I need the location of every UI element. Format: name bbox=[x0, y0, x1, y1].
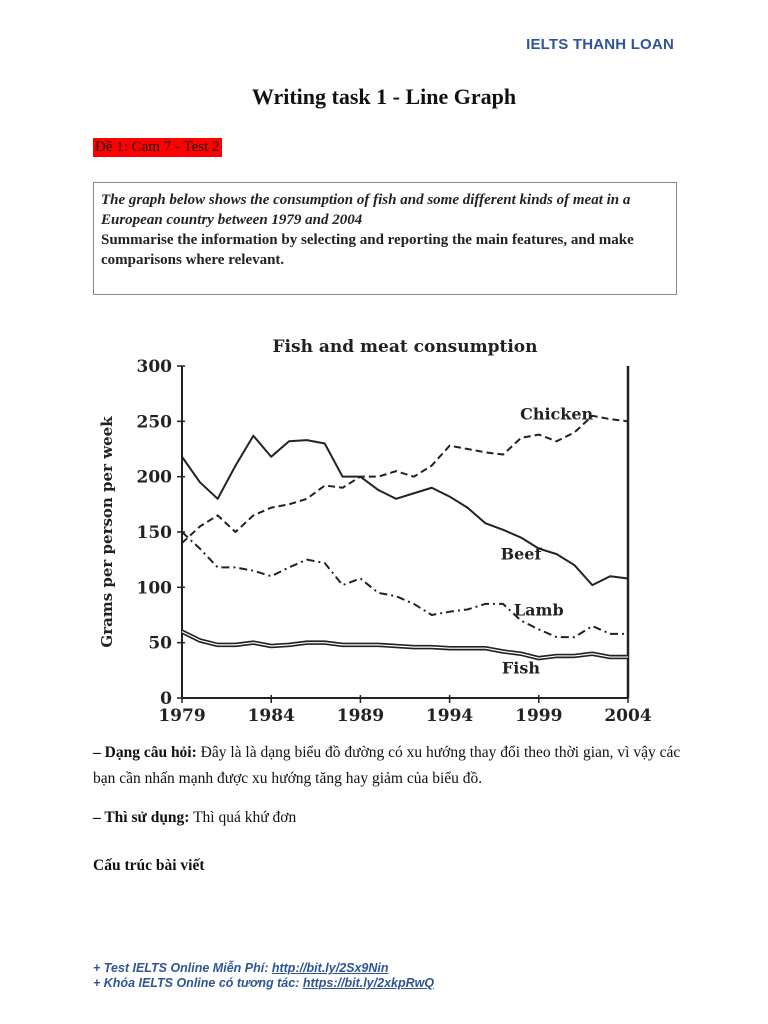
footer-line-2 bbox=[93, 976, 434, 991]
structure-heading: Cấu trúc bài viết bbox=[93, 857, 205, 874]
y-tick-label: 100 bbox=[136, 578, 172, 599]
series-label-lamb: Lamb bbox=[513, 600, 564, 620]
x-tick-label: 2004 bbox=[604, 706, 652, 726]
question-type-label: – Dạng câu hỏi: bbox=[93, 744, 197, 761]
footer-line-1-text: + Test IELTS Online Miễn Phí: bbox=[93, 961, 272, 975]
series-line-chicken bbox=[182, 416, 628, 543]
page-title: Writing task 1 - Line Graph bbox=[251, 84, 517, 109]
test-online-link[interactable]: http://bit.ly/2Sx9Nin bbox=[271, 961, 389, 975]
series-line-lamb bbox=[182, 532, 628, 637]
footer-line-2-text: + Khóa IELTS Online có tương tác: bbox=[93, 976, 303, 990]
task-prompt-box bbox=[93, 182, 677, 295]
footer-links bbox=[93, 961, 434, 991]
tense-paragraph bbox=[93, 809, 296, 827]
line-chart bbox=[90, 328, 670, 728]
chart-svg bbox=[90, 328, 670, 728]
x-tick-label: 1984 bbox=[247, 706, 295, 726]
exam-tag: Đề 1: Cam 7 - Test 2 bbox=[95, 139, 220, 155]
tense-text: Thì quá khứ đơn bbox=[189, 809, 297, 826]
tense-label: – Thì sử dụng: bbox=[93, 809, 190, 826]
brand-header: IELTS THANH LOAN bbox=[526, 36, 674, 53]
x-tick-label: 1979 bbox=[158, 706, 206, 726]
x-tick-label: 1989 bbox=[336, 706, 385, 726]
x-tick-label: 1999 bbox=[515, 706, 563, 726]
y-axis-label: Grams per person per week bbox=[98, 416, 116, 648]
y-tick-label: 250 bbox=[136, 412, 172, 433]
series-label-chicken: Chicken bbox=[520, 404, 594, 424]
question-type-paragraph bbox=[93, 740, 683, 792]
prompt-description: The graph below shows the consumption of fish and some different kinds of meat in a European country between 1979 and 2004 bbox=[101, 192, 631, 228]
x-tick-label: 1994 bbox=[425, 706, 474, 726]
y-tick-label: 50 bbox=[148, 633, 172, 654]
course-online-link[interactable]: https://bit.ly/2xkpRwQ bbox=[302, 976, 435, 990]
series-label-beef: Beef bbox=[500, 544, 542, 564]
series-line-fish bbox=[182, 632, 628, 659]
footer-line-1 bbox=[93, 961, 434, 976]
y-tick-label: 0 bbox=[160, 689, 172, 709]
y-tick-label: 300 bbox=[136, 357, 172, 377]
y-tick-label: 200 bbox=[136, 467, 172, 488]
y-tick-label: 150 bbox=[136, 523, 172, 543]
chart-title: Fish and meat consumption bbox=[272, 337, 538, 357]
series-line-beef bbox=[182, 436, 628, 585]
question-type-text: Đây là là dạng biểu đồ đường có xu hướng thay đổi theo thời gian, vì vậy các bạn cần nhấn mạnh được xu hướng tăng hay giảm của biểu đồ. bbox=[93, 744, 681, 787]
prompt-instruction: Summarise the information by selecting and reporting the main features, and make comparisons where relevant. bbox=[101, 232, 634, 268]
series-label-fish: Fish bbox=[501, 658, 540, 678]
